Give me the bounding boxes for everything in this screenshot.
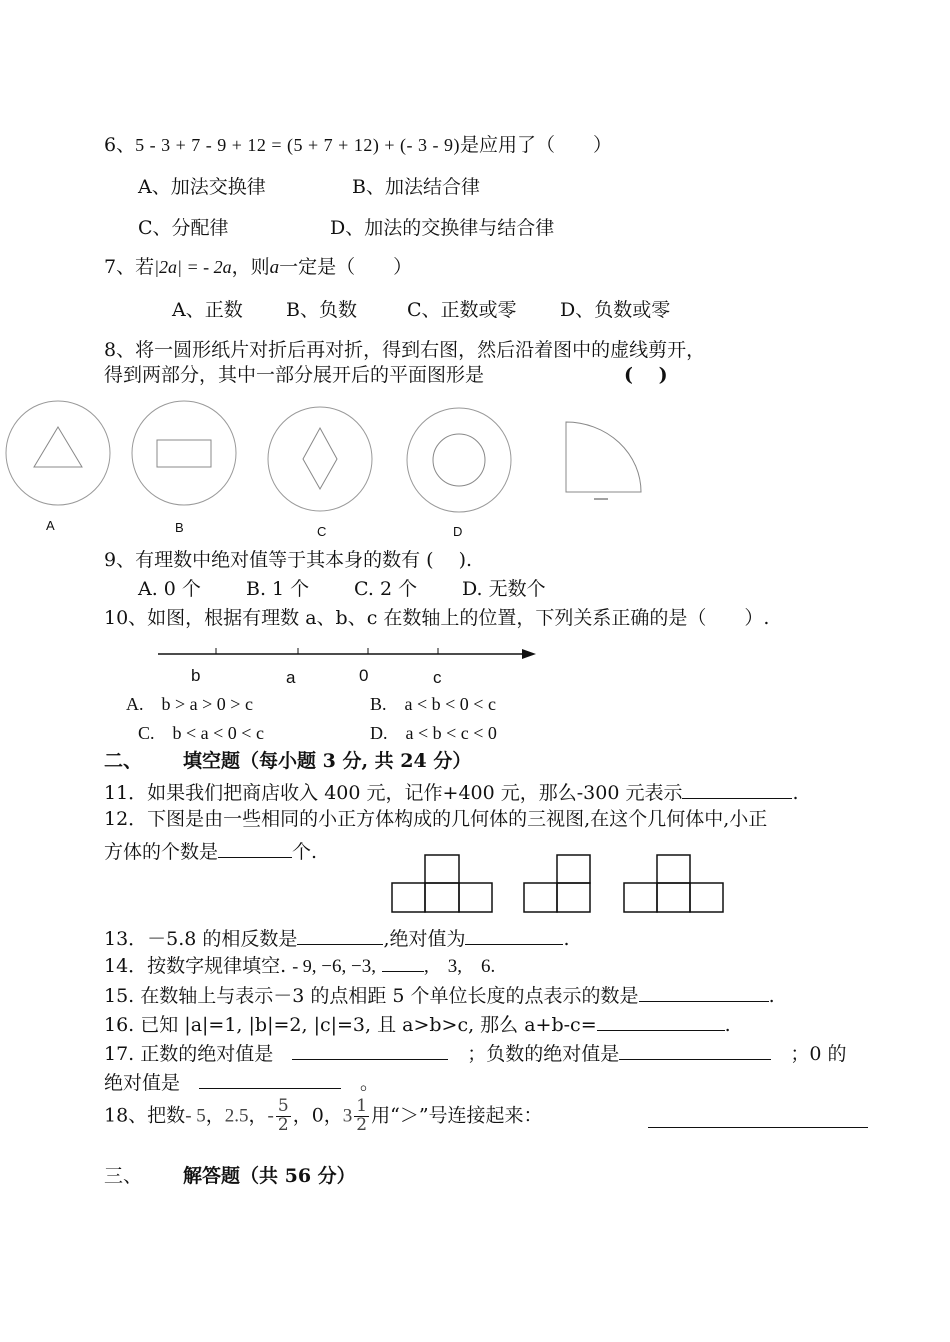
q18-fraction1-denominator: 2 — [277, 1114, 289, 1135]
q18-answer-blank[interactable] — [648, 1126, 868, 1128]
q16-answer-blank[interactable] — [597, 1010, 725, 1031]
section3-number: 三、 — [104, 1165, 143, 1187]
axis-label-0: 0 — [359, 666, 369, 685]
q6-option-d: D、加法的交换律与结合律 — [330, 217, 555, 239]
q17-text-b: ；负数的绝对值是 — [467, 1042, 620, 1065]
q18-num1: - 5 — [185, 1105, 206, 1127]
q6-expression: 5 - 3 + 7 - 9 + 12 = (5 + 7 + 12) + (- 3 - 9) — [135, 135, 460, 155]
q9-option-c: C. 2 个 — [354, 578, 418, 600]
q7-tail: 一定是（ ） — [279, 256, 413, 278]
q11-text: 11．如果我们把商店收入 400 元，记作+400 元，那么-300 元表示 — [104, 781, 683, 804]
q14-seq2: , −6, −3, — [311, 955, 376, 977]
q7-mid: ，则 — [231, 256, 270, 278]
q10-option-a: A. b > a > 0 > c — [126, 694, 253, 714]
section2-title: 填空题（每小题 3 分, 共 24 分） — [183, 750, 472, 772]
q6-option-a: A、加法交换律 — [138, 176, 266, 198]
q17-blank-positive[interactable] — [292, 1039, 448, 1060]
q7-option-d: D、负数或零 — [560, 299, 671, 321]
q6-text: 是应用了（ ） — [459, 134, 612, 156]
q18-fraction2 — [354, 1098, 369, 1135]
q18-num3-sign: - — [267, 1105, 274, 1127]
q18-fraction2-denominator: 2 — [356, 1114, 368, 1135]
q6-option-b: B、加法结合律 — [352, 176, 480, 198]
q12-text-a: 方体的个数是 — [104, 840, 219, 863]
q7-option-a: A、正数 — [172, 299, 243, 321]
q9-option-a: A. 0 个 — [138, 578, 201, 600]
q13-blank-absolute[interactable] — [465, 924, 563, 945]
q9-option-b: B. 1 个 — [246, 578, 310, 600]
q18-sep1: ， — [205, 1104, 225, 1127]
q7-expression: |2a| = - 2a — [154, 257, 232, 277]
q18-sep2: ， — [248, 1104, 268, 1127]
q13-line — [104, 924, 570, 951]
section2-number: 二、 — [104, 750, 143, 772]
q9-text: 9、有理数中绝对值等于其本身的数有 ( ). — [104, 549, 473, 571]
q13-text: 13．－5.8 的相反数是 — [104, 927, 298, 950]
q14-line — [104, 951, 495, 979]
q6-option-c: C、分配律 — [138, 217, 229, 239]
q14-text: 14．按数字规律填空. — [104, 954, 287, 977]
q6-number: 6、 — [104, 134, 136, 156]
section3-title: 解答题（共 56 分） — [183, 1165, 356, 1187]
q13-blank-opposite[interactable] — [297, 924, 383, 945]
q15-line — [104, 981, 775, 1008]
q18-fraction2-numerator: 1 — [356, 1096, 368, 1116]
figure-a-label: A — [46, 518, 55, 533]
q13-mid: ,绝对值为 — [383, 927, 466, 950]
axis-label-c: c — [433, 668, 442, 687]
q13-end: . — [563, 927, 570, 950]
q14-seq1: - 9 — [292, 955, 312, 976]
q18-num4: ，0， — [292, 1104, 343, 1127]
q17-line2 — [104, 1068, 379, 1095]
q14-answer-blank[interactable] — [382, 951, 424, 972]
q18-num2: 2.5 — [224, 1105, 249, 1127]
q18-fraction1 — [276, 1098, 291, 1135]
axis-label-b: b — [191, 666, 201, 685]
axis-label-a: a — [286, 668, 296, 687]
q10-option-c: C. b < a < 0 < c — [138, 723, 264, 743]
q7-option-b: B、负数 — [286, 299, 357, 321]
q16-end: . — [724, 1013, 731, 1036]
q12-text-b: 个. — [292, 840, 318, 863]
q18-line — [104, 1098, 543, 1135]
q9-option-d: D. 无数个 — [462, 578, 546, 600]
q8-line1: 8、将一圆形纸片对折后再对折，得到右图，然后沿着图中的虚线剪开， — [104, 339, 706, 361]
front-view — [392, 855, 492, 912]
q10-option-b: B. a < b < 0 < c — [370, 694, 496, 714]
q17-blank-negative[interactable] — [619, 1039, 771, 1060]
q15-text: 15. 在数轴上与表示－3 的点相距 5 个单位长度的点表示的数是 — [104, 984, 639, 1007]
q17-text-c: ；0 的 — [790, 1042, 847, 1065]
figure-d-label: D — [453, 524, 463, 539]
q10-text: 10、如图，根据有理数 a、b、c 在数轴上的位置，下列关系正确的是（ ）. — [104, 607, 770, 629]
q17-text-a: 17. 正数的绝对值是 — [104, 1042, 274, 1065]
q17-text-e: 。 — [360, 1071, 380, 1094]
q12-line1: 12．下图是由一些相同的小正方体构成的几何体的三视图,在这个几何体中,小正 — [104, 808, 768, 830]
q17-text-d: 绝对值是 — [104, 1071, 181, 1094]
q8-paren: ( ) — [624, 364, 668, 386]
q10-option-d: D. a < b < c < 0 — [370, 723, 497, 743]
q8-line2: 得到两部分，其中一部分展开后的平面图形是 — [104, 364, 485, 386]
q7-option-c: C、正数或零 — [407, 299, 517, 321]
q18-tail: 用“＞”号连接起来： — [371, 1104, 543, 1127]
q15-answer-blank[interactable] — [639, 981, 769, 1002]
q18-pre: 18、把数 — [104, 1104, 186, 1127]
q18-fraction1-numerator: 5 — [277, 1096, 289, 1116]
q16-text: 16. 已知 |a|=1, |b|=2, |c|=3, 且 a>b>c, 那么 a+b-c= — [104, 1013, 597, 1036]
q17-line1 — [104, 1039, 846, 1066]
q17-blank-zero[interactable] — [199, 1068, 341, 1089]
figure-c-label: C — [317, 524, 327, 539]
top-view — [624, 855, 723, 912]
q16-line — [104, 1010, 731, 1037]
figure-b-label: B — [175, 520, 184, 535]
q11-end: . — [792, 781, 799, 804]
q15-end: . — [768, 984, 775, 1007]
q7-var: a — [269, 257, 280, 278]
q14-seq3: , 3, 6. — [424, 955, 496, 977]
side-view — [524, 855, 590, 912]
q7-number: 7、若 — [104, 256, 155, 278]
q18-num5-int: 3 — [342, 1105, 353, 1127]
